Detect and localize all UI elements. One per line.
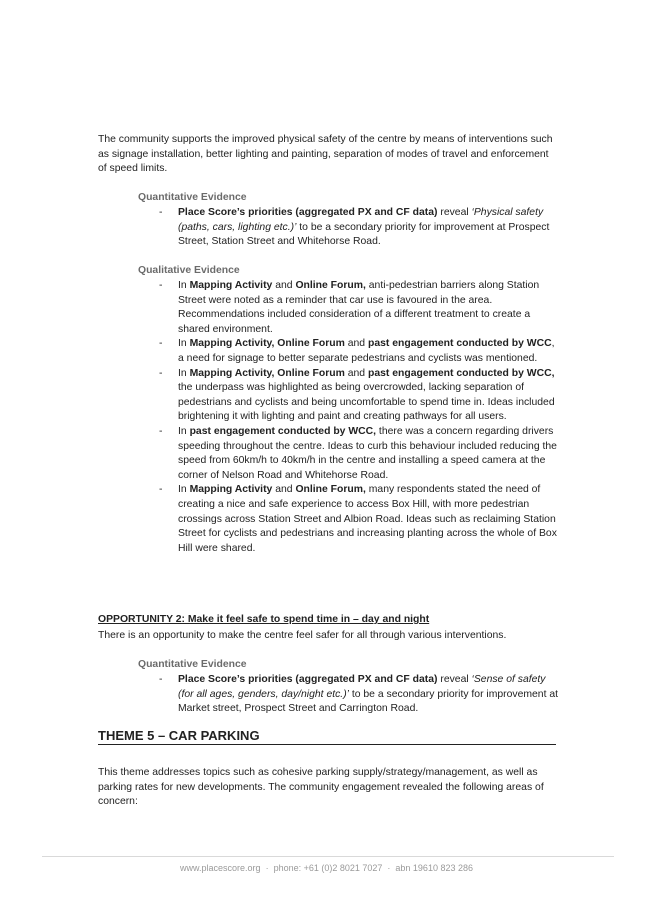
- list-item: - In Mapping Activity, Online Forum and past engagement conducted by WCC, the underpass was highlighted as being overcrowded, lacking separation of pedestrians and cyclists and being uncomfortable to spend time in. Ideas included brightening it with lighting and paint and creating pathways for all users.: [159, 367, 559, 425]
- opportunity-2-text: There is an opportunity to make the centre feel safer for all through various interventions.: [98, 630, 507, 641]
- theme-5-heading: THEME 5 – CAR PARKING: [98, 728, 556, 745]
- quantitative-evidence-list-2: [159, 673, 559, 717]
- footer: [0, 863, 653, 873]
- theme-5-text: This theme addresses topics such as cohesive parking supply/strategy/management, as well as parking rates for new developments. The community engagement revealed the following areas of concern:: [98, 767, 544, 808]
- footer-divider: [42, 856, 614, 857]
- opportunity-2-heading: OPPORTUNITY 2: Make it feel safe to spend time in – day and night: [98, 614, 430, 625]
- list-item: - In Mapping Activity and Online Forum, many respondents stated the need of creating a nice and safe experience to access Box Hill, with more pedestrian crossings across Station Street and Albion Road. Ideas such as reclaiming Station Street for cyclists and pedestrians and increasing planting across the whole of Box Hill were shared.: [159, 483, 559, 556]
- footer-abn: abn 19610 823 286: [395, 863, 473, 873]
- footer-phone: phone: +61 (0)2 8021 7027: [273, 863, 383, 873]
- quantitative-evidence-list: [159, 206, 559, 250]
- intro-paragraph: The community supports the improved physical safety of the centre by means of interventions such as signage installation, better lighting and painting, separation of modes of travel and enforcement of speed limits.: [98, 134, 553, 175]
- qualitative-evidence-heading: Qualitative Evidence: [138, 265, 240, 276]
- quantitative-evidence-heading-2: Quantitative Evidence: [138, 659, 247, 670]
- list-item: - In Mapping Activity and Online Forum, anti-pedestrian barriers along Station Street were noted as a reminder that car use is favoured in the area. Recommendations included consideration of a different treatment to create a shared environment.: [159, 279, 559, 337]
- quantitative-evidence-heading: Quantitative Evidence: [138, 192, 247, 203]
- footer-separator: ·: [387, 863, 391, 873]
- footer-website: www.placescore.org: [180, 863, 261, 873]
- list-item: - In Mapping Activity, Online Forum and past engagement conducted by WCC, a need for signage to better separate pedestrians and cyclists was mentioned.: [159, 337, 559, 366]
- qualitative-evidence-list: [159, 279, 559, 556]
- list-item: - In past engagement conducted by WCC, there was a concern regarding drivers speeding throughout the centre. Ideas to curb this behaviour included reducing the speed from 60km/h to 40km/h in the centre and installing a speed camera at the corner of Nelson Road and Whitehorse Road.: [159, 425, 559, 483]
- list-item: - Place Score’s priorities (aggregated PX and CF data) reveal ‘Sense of safety (for all ages, genders, day/night etc.)’ to be a secondary priority for improvement at Market street, Prospect Street and Carrington Road.: [159, 673, 559, 717]
- list-item: - Place Score’s priorities (aggregated PX and CF data) reveal ‘Physical safety (paths, cars, lighting etc.)’ to be a secondary priority for improvement at Prospect Street, Station Street and Whitehorse Road.: [159, 206, 559, 250]
- footer-separator: ·: [265, 863, 269, 873]
